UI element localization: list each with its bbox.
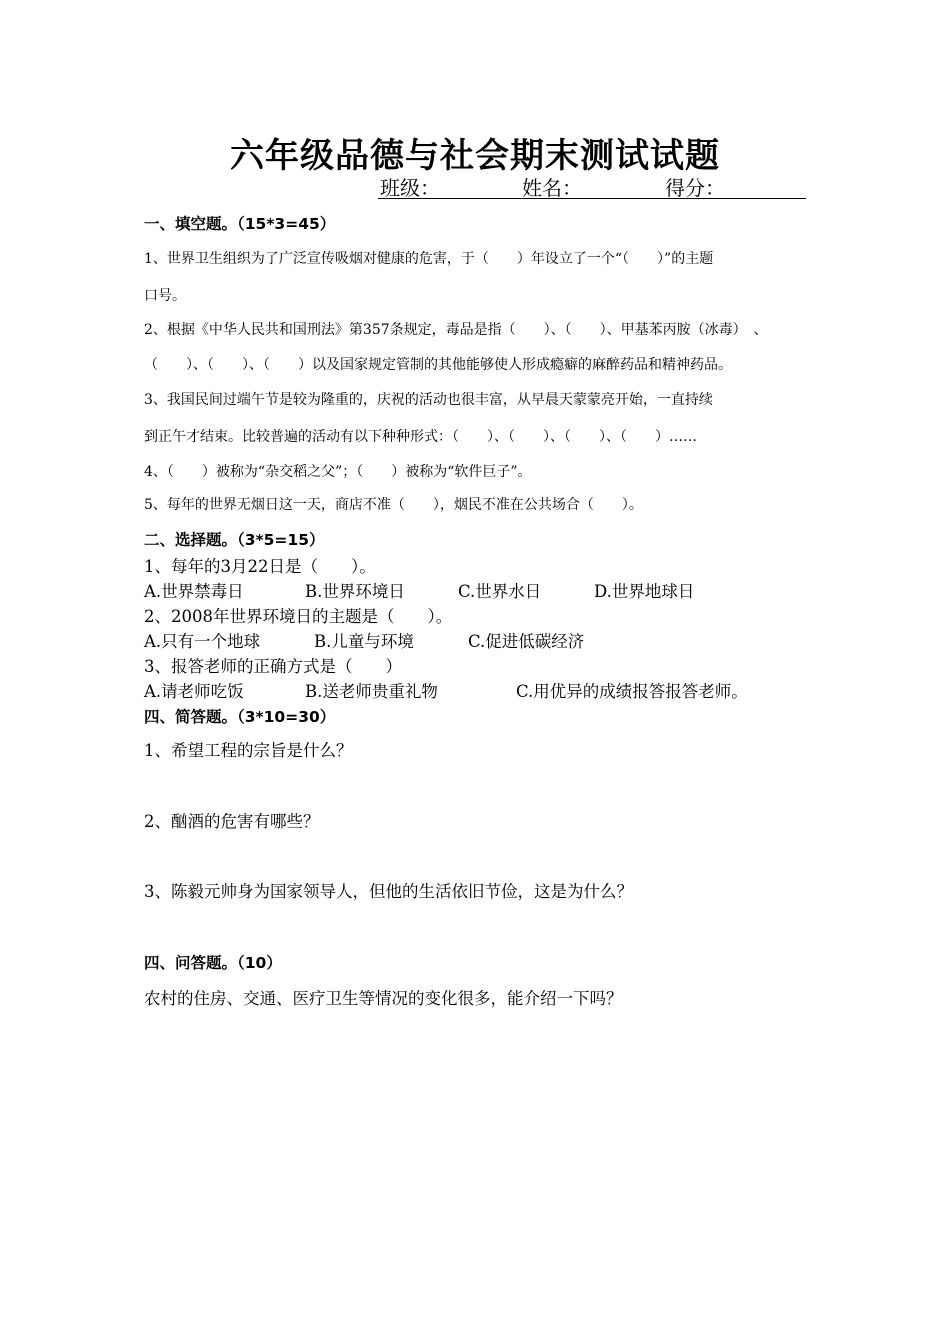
score-label: 得分： bbox=[665, 176, 725, 200]
fill-blank-line: 2、根据《中华人民共和国刑法》第357条规定，毒品是指（ ）、（ ）、甲基苯丙胺（冰毒） 、 bbox=[144, 322, 768, 338]
choice-option: B.世界环境日 bbox=[305, 582, 405, 601]
fill-blank-line: 口号。 bbox=[144, 288, 186, 304]
student-info-line bbox=[378, 176, 806, 199]
choice-option: A.只有一个地球 bbox=[144, 632, 261, 651]
name-label: 姓名： bbox=[522, 176, 582, 200]
section-fill-blank-heading: 一、填空题。（15*3=45） bbox=[144, 215, 336, 233]
fill-blank-line: 到正午才结束。比较普遍的活动有以下种种形式：（ ）、（ ）、（ ）、（ ）…… bbox=[144, 429, 697, 445]
fill-blank-line: 4、（ ）被称为“杂交稻之父”；（ ）被称为“软件巨子”。 bbox=[144, 464, 532, 480]
fill-blank-line: （ ）、（ ）、（ ）以及国家规定管制的其他能够使人形成瘾癖的麻醉药品和精神药品。 bbox=[144, 357, 732, 373]
class-label: 班级： bbox=[380, 176, 440, 200]
short-answer-question: 1、希望工程的宗旨是什么？ bbox=[144, 741, 353, 760]
short-answer-question: 3、陈毅元帅身为国家领导人，但他的生活依旧节俭，这是为什么？ bbox=[144, 882, 633, 901]
choice-option: B.儿童与环境 bbox=[314, 632, 414, 651]
section-choice-heading: 二、选择题。（3*5=15） bbox=[144, 531, 325, 549]
choice-option: B.送老师贵重礼物 bbox=[305, 682, 438, 701]
choice-option: D.世界地球日 bbox=[594, 582, 695, 601]
section-essay-heading: 四、问答题。（10） bbox=[144, 954, 282, 972]
short-answer-question: 2、酗酒的危害有哪些？ bbox=[144, 812, 320, 831]
choice-question-1: 1、每年的3月22日是（ ）。 bbox=[144, 557, 376, 576]
choice-option: C.用优异的成绩报答报答老师。 bbox=[516, 682, 748, 701]
page-title: 六年级品德与社会期末测试试题 bbox=[230, 136, 720, 176]
choice-option: C.促进低碳经济 bbox=[468, 632, 585, 651]
choice-question-2: 2、2008年世界环境日的主题是（ ）。 bbox=[144, 607, 453, 626]
choice-option: A.世界禁毒日 bbox=[144, 582, 244, 601]
fill-blank-line: 5、每年的世界无烟日这一天，商店不准（ ），烟民不准在公共场合（ ）。 bbox=[144, 497, 643, 513]
choice-question-3: 3、报答老师的正确方式是（ ） bbox=[144, 657, 402, 676]
choice-option: A.请老师吃饭 bbox=[144, 682, 244, 701]
fill-blank-line: 3、我国民间过端午节是较为隆重的，庆祝的活动也很丰富，从早晨天蒙蒙亮开始，一直持续 bbox=[144, 392, 713, 408]
fill-blank-line: 1、世界卫生组织为了广泛宣传吸烟对健康的危害，于（ ）年设立了一个“（ ）”的主题 bbox=[144, 251, 714, 267]
section-short-answer-heading: 四、简答题。（3*10=30） bbox=[144, 708, 336, 726]
choice-option: C.世界水日 bbox=[458, 582, 542, 601]
essay-question: 农村的住房、交通、医疗卫生等情况的变化很多，能介绍一下吗？ bbox=[144, 989, 623, 1008]
